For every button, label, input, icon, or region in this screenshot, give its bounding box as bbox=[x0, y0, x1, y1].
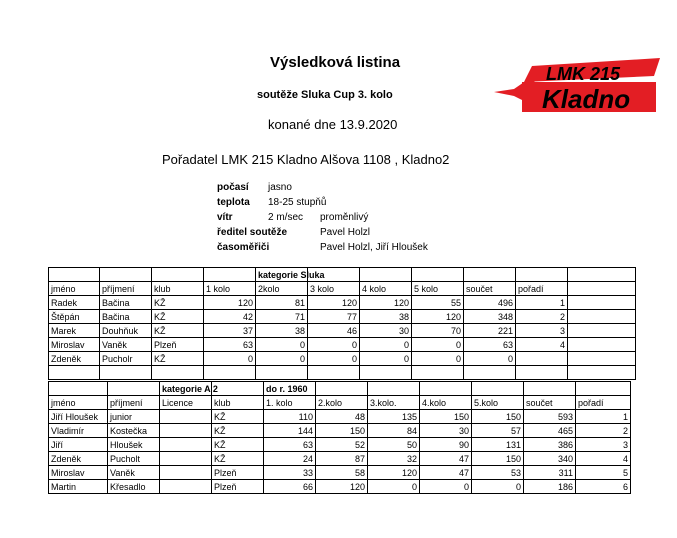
table-row bbox=[49, 480, 631, 494]
table-cell: 2 bbox=[576, 424, 631, 438]
empty-cell bbox=[568, 324, 636, 338]
table-cell: 386 bbox=[524, 438, 576, 452]
table-cell bbox=[516, 352, 568, 366]
table-cell: 465 bbox=[524, 424, 576, 438]
table-cell: 0 bbox=[360, 352, 412, 366]
empty-cell bbox=[256, 366, 308, 380]
competition-subtitle: soutěže Sluka Cup 3. kolo bbox=[257, 89, 393, 101]
results-table-a2 bbox=[48, 381, 631, 494]
table-cell: 63 bbox=[204, 338, 256, 352]
table-cell: 6 bbox=[576, 480, 631, 494]
table-cell: 70 bbox=[412, 324, 464, 338]
table-row bbox=[49, 324, 636, 338]
empty-cell bbox=[368, 382, 420, 396]
table-cell: 311 bbox=[524, 466, 576, 480]
table-cell: junior bbox=[108, 410, 160, 424]
empty-cell bbox=[568, 366, 636, 380]
table-cell bbox=[160, 424, 212, 438]
table-cell: 131 bbox=[472, 438, 524, 452]
table-row bbox=[49, 452, 631, 466]
results-table-sluka bbox=[48, 267, 636, 380]
empty-cell bbox=[152, 366, 204, 380]
table-cell: 87 bbox=[316, 452, 368, 466]
competition-date: konané dne 13.9.2020 bbox=[268, 117, 398, 132]
table-cell: Martin bbox=[49, 480, 108, 494]
wind-value: 2 m/sec bbox=[268, 212, 304, 223]
table-cell: Plzeň bbox=[152, 338, 204, 352]
table-cell: Miroslav bbox=[49, 466, 108, 480]
table-cell: 186 bbox=[524, 480, 576, 494]
column-header: 2kolo bbox=[256, 282, 308, 296]
table-cell: Plzeň bbox=[212, 466, 264, 480]
column-header: 2.kolo bbox=[316, 396, 368, 410]
table-cell: 57 bbox=[472, 424, 524, 438]
table-cell: KŽ bbox=[212, 452, 264, 466]
table-cell: 0 bbox=[204, 352, 256, 366]
column-header: pořadí bbox=[516, 282, 568, 296]
table-cell: 2 bbox=[516, 310, 568, 324]
table-cell: 0 bbox=[256, 338, 308, 352]
weather-label: počasí bbox=[217, 182, 249, 193]
table-row bbox=[49, 438, 631, 452]
column-header: 5.kolo bbox=[472, 396, 524, 410]
timers-label: časoměřiči bbox=[217, 242, 270, 253]
table-cell: 120 bbox=[368, 466, 420, 480]
table-cell: 0 bbox=[472, 480, 524, 494]
table-cell: Douhňuk bbox=[100, 324, 152, 338]
table-cell: 4 bbox=[576, 452, 631, 466]
empty-cell bbox=[100, 268, 152, 282]
empty-cell bbox=[524, 382, 576, 396]
page-title: Výsledková listina bbox=[270, 54, 401, 71]
director-value: Pavel Holzl bbox=[320, 227, 371, 238]
column-header: součet bbox=[464, 282, 516, 296]
empty-cell bbox=[576, 382, 631, 396]
table-cell: KŽ bbox=[152, 296, 204, 310]
category-note: do r. 1960 bbox=[264, 382, 316, 396]
wind-label: vítr bbox=[217, 212, 233, 223]
empty-cell bbox=[412, 268, 464, 282]
column-header: 1. kolo bbox=[264, 396, 316, 410]
table-row bbox=[49, 310, 636, 324]
empty-cell bbox=[568, 282, 636, 296]
empty-cell bbox=[360, 268, 412, 282]
temperature-label: teplota bbox=[217, 197, 250, 208]
column-header: klub bbox=[152, 282, 204, 296]
table-cell: 150 bbox=[420, 410, 472, 424]
table-cell: 55 bbox=[412, 296, 464, 310]
table-cell: KŽ bbox=[212, 424, 264, 438]
table-cell: 150 bbox=[472, 410, 524, 424]
empty-cell bbox=[204, 268, 256, 282]
table-row bbox=[49, 424, 631, 438]
table-cell: 0 bbox=[256, 352, 308, 366]
header-row bbox=[49, 282, 636, 296]
column-header: 1 kolo bbox=[204, 282, 256, 296]
table-cell: Zdeněk bbox=[49, 352, 100, 366]
column-header: klub bbox=[212, 396, 264, 410]
table-cell: Bačina bbox=[100, 310, 152, 324]
table-cell: Radek bbox=[49, 296, 100, 310]
table-cell: 150 bbox=[316, 424, 368, 438]
table-cell: Jiří bbox=[49, 438, 108, 452]
empty-cell bbox=[568, 338, 636, 352]
table-cell: 52 bbox=[316, 438, 368, 452]
table-cell: 150 bbox=[472, 452, 524, 466]
empty-cell bbox=[420, 382, 472, 396]
table-cell: 84 bbox=[368, 424, 420, 438]
category-row bbox=[49, 382, 631, 396]
table-cell: 3 bbox=[516, 324, 568, 338]
table-cell: KŽ bbox=[152, 352, 204, 366]
table-cell bbox=[160, 466, 212, 480]
table-cell: 24 bbox=[264, 452, 316, 466]
column-header: 4 kolo bbox=[360, 282, 412, 296]
table-cell: 30 bbox=[420, 424, 472, 438]
empty-cell bbox=[516, 366, 568, 380]
empty-cell bbox=[360, 366, 412, 380]
table-cell: 221 bbox=[464, 324, 516, 338]
empty-cell bbox=[49, 268, 100, 282]
empty-cell bbox=[100, 366, 152, 380]
category-label: kategorie A 2 bbox=[160, 382, 212, 396]
empty-cell bbox=[412, 366, 464, 380]
table-cell: 120 bbox=[316, 480, 368, 494]
weather-value: jasno bbox=[268, 182, 292, 193]
table-cell: 496 bbox=[464, 296, 516, 310]
empty-cell bbox=[464, 366, 516, 380]
table-cell: 110 bbox=[264, 410, 316, 424]
empty-cell bbox=[568, 310, 636, 324]
column-header: 3.kolo. bbox=[368, 396, 420, 410]
table-cell: 0 bbox=[360, 338, 412, 352]
table-cell: 66 bbox=[264, 480, 316, 494]
empty-cell bbox=[568, 268, 636, 282]
table-cell: 3 bbox=[576, 438, 631, 452]
table-cell: 58 bbox=[316, 466, 368, 480]
table-cell: 81 bbox=[256, 296, 308, 310]
table-cell: 5 bbox=[576, 466, 631, 480]
table-cell: 0 bbox=[412, 352, 464, 366]
table-cell: 348 bbox=[464, 310, 516, 324]
table-cell: Vladimír bbox=[49, 424, 108, 438]
table-cell: 50 bbox=[368, 438, 420, 452]
table-cell: Zdeněk bbox=[49, 452, 108, 466]
table-cell: 120 bbox=[308, 296, 360, 310]
table-cell: 90 bbox=[420, 438, 472, 452]
organizer-line: Pořadatel LMK 215 Kladno Alšova 1108 , Kladno2 bbox=[162, 152, 450, 167]
table-cell: Kostečka bbox=[108, 424, 160, 438]
column-header: 4.kolo bbox=[420, 396, 472, 410]
director-label: ředitel soutěže bbox=[217, 227, 288, 238]
column-header: příjmení bbox=[100, 282, 152, 296]
table-cell: KŽ bbox=[152, 324, 204, 338]
table-cell: 63 bbox=[264, 438, 316, 452]
table-cell: 46 bbox=[308, 324, 360, 338]
empty-cell bbox=[308, 366, 360, 380]
table-cell bbox=[160, 480, 212, 494]
wind-note: proměnlivý bbox=[320, 212, 369, 223]
empty-cell bbox=[516, 268, 568, 282]
column-header: 5 kolo bbox=[412, 282, 464, 296]
table-cell: 0 bbox=[368, 480, 420, 494]
column-header: příjmení bbox=[108, 396, 160, 410]
table-cell: 120 bbox=[412, 310, 464, 324]
table-cell: 33 bbox=[264, 466, 316, 480]
empty-cell bbox=[152, 268, 204, 282]
column-header: Licence bbox=[160, 396, 212, 410]
empty-cell bbox=[108, 382, 160, 396]
empty-cell bbox=[49, 382, 108, 396]
logo-line2: Kladno bbox=[542, 84, 631, 114]
empty-cell bbox=[568, 352, 636, 366]
column-header: součet bbox=[524, 396, 576, 410]
empty-row bbox=[49, 366, 636, 380]
empty-cell bbox=[212, 382, 264, 396]
table-cell: Bačina bbox=[100, 296, 152, 310]
table-cell: 0 bbox=[308, 352, 360, 366]
table-row bbox=[49, 466, 631, 480]
column-header: pořadí bbox=[576, 396, 631, 410]
table-cell: 37 bbox=[204, 324, 256, 338]
table-cell: KŽ bbox=[212, 438, 264, 452]
logo-line1: LMK 215 bbox=[546, 64, 621, 84]
table-cell: 135 bbox=[368, 410, 420, 424]
table-cell: Štěpán bbox=[49, 310, 100, 324]
table-cell: Jiří Hloušek bbox=[49, 410, 108, 424]
table-cell: 38 bbox=[360, 310, 412, 324]
table-cell: 4 bbox=[516, 338, 568, 352]
club-logo bbox=[484, 56, 664, 116]
table-cell bbox=[160, 410, 212, 424]
table-cell: 120 bbox=[204, 296, 256, 310]
table-cell: 0 bbox=[464, 352, 516, 366]
table-cell: Pucholt bbox=[108, 452, 160, 466]
table-cell: Marek bbox=[49, 324, 100, 338]
table-row bbox=[49, 352, 636, 366]
column-header: 3 kolo bbox=[308, 282, 360, 296]
table-row bbox=[49, 296, 636, 310]
header-row bbox=[49, 396, 631, 410]
table-cell: Vaněk bbox=[108, 466, 160, 480]
empty-cell bbox=[204, 366, 256, 380]
table-cell: Miroslav bbox=[49, 338, 100, 352]
table-cell: 38 bbox=[256, 324, 308, 338]
table-cell: 0 bbox=[412, 338, 464, 352]
empty-cell bbox=[568, 296, 636, 310]
empty-cell bbox=[49, 366, 100, 380]
table-cell: 63 bbox=[464, 338, 516, 352]
table-cell bbox=[160, 452, 212, 466]
table-cell: 53 bbox=[472, 466, 524, 480]
table-cell: 47 bbox=[420, 466, 472, 480]
temperature-value: 18-25 stupňů bbox=[268, 197, 327, 208]
empty-cell bbox=[316, 382, 368, 396]
category-row bbox=[49, 268, 636, 282]
table-cell: Vaněk bbox=[100, 338, 152, 352]
table-cell: 47 bbox=[420, 452, 472, 466]
table-cell: 42 bbox=[204, 310, 256, 324]
table-cell: 144 bbox=[264, 424, 316, 438]
table-cell: 30 bbox=[360, 324, 412, 338]
table-cell: Křesadlo bbox=[108, 480, 160, 494]
table-cell: 0 bbox=[420, 480, 472, 494]
column-header: jméno bbox=[49, 282, 100, 296]
table-cell bbox=[160, 438, 212, 452]
column-header: jméno bbox=[49, 396, 108, 410]
table-cell: 120 bbox=[360, 296, 412, 310]
table-cell: 0 bbox=[308, 338, 360, 352]
table-cell: Hloušek bbox=[108, 438, 160, 452]
empty-cell bbox=[464, 268, 516, 282]
table-cell: 1 bbox=[576, 410, 631, 424]
table-cell: Pucholr bbox=[100, 352, 152, 366]
table-cell: Plzeň bbox=[212, 480, 264, 494]
table-cell: 48 bbox=[316, 410, 368, 424]
table-cell: 77 bbox=[308, 310, 360, 324]
table-row bbox=[49, 338, 636, 352]
table-cell: 71 bbox=[256, 310, 308, 324]
table-cell: 340 bbox=[524, 452, 576, 466]
empty-cell bbox=[472, 382, 524, 396]
table-row bbox=[49, 410, 631, 424]
timers-value: Pavel Holzl, Jiří Hloušek bbox=[320, 242, 428, 253]
category-label: kategorie Sluka bbox=[256, 268, 308, 282]
table-cell: KŽ bbox=[152, 310, 204, 324]
table-cell: KŽ bbox=[212, 410, 264, 424]
table-cell: 1 bbox=[516, 296, 568, 310]
table-cell: 32 bbox=[368, 452, 420, 466]
table-cell: 593 bbox=[524, 410, 576, 424]
